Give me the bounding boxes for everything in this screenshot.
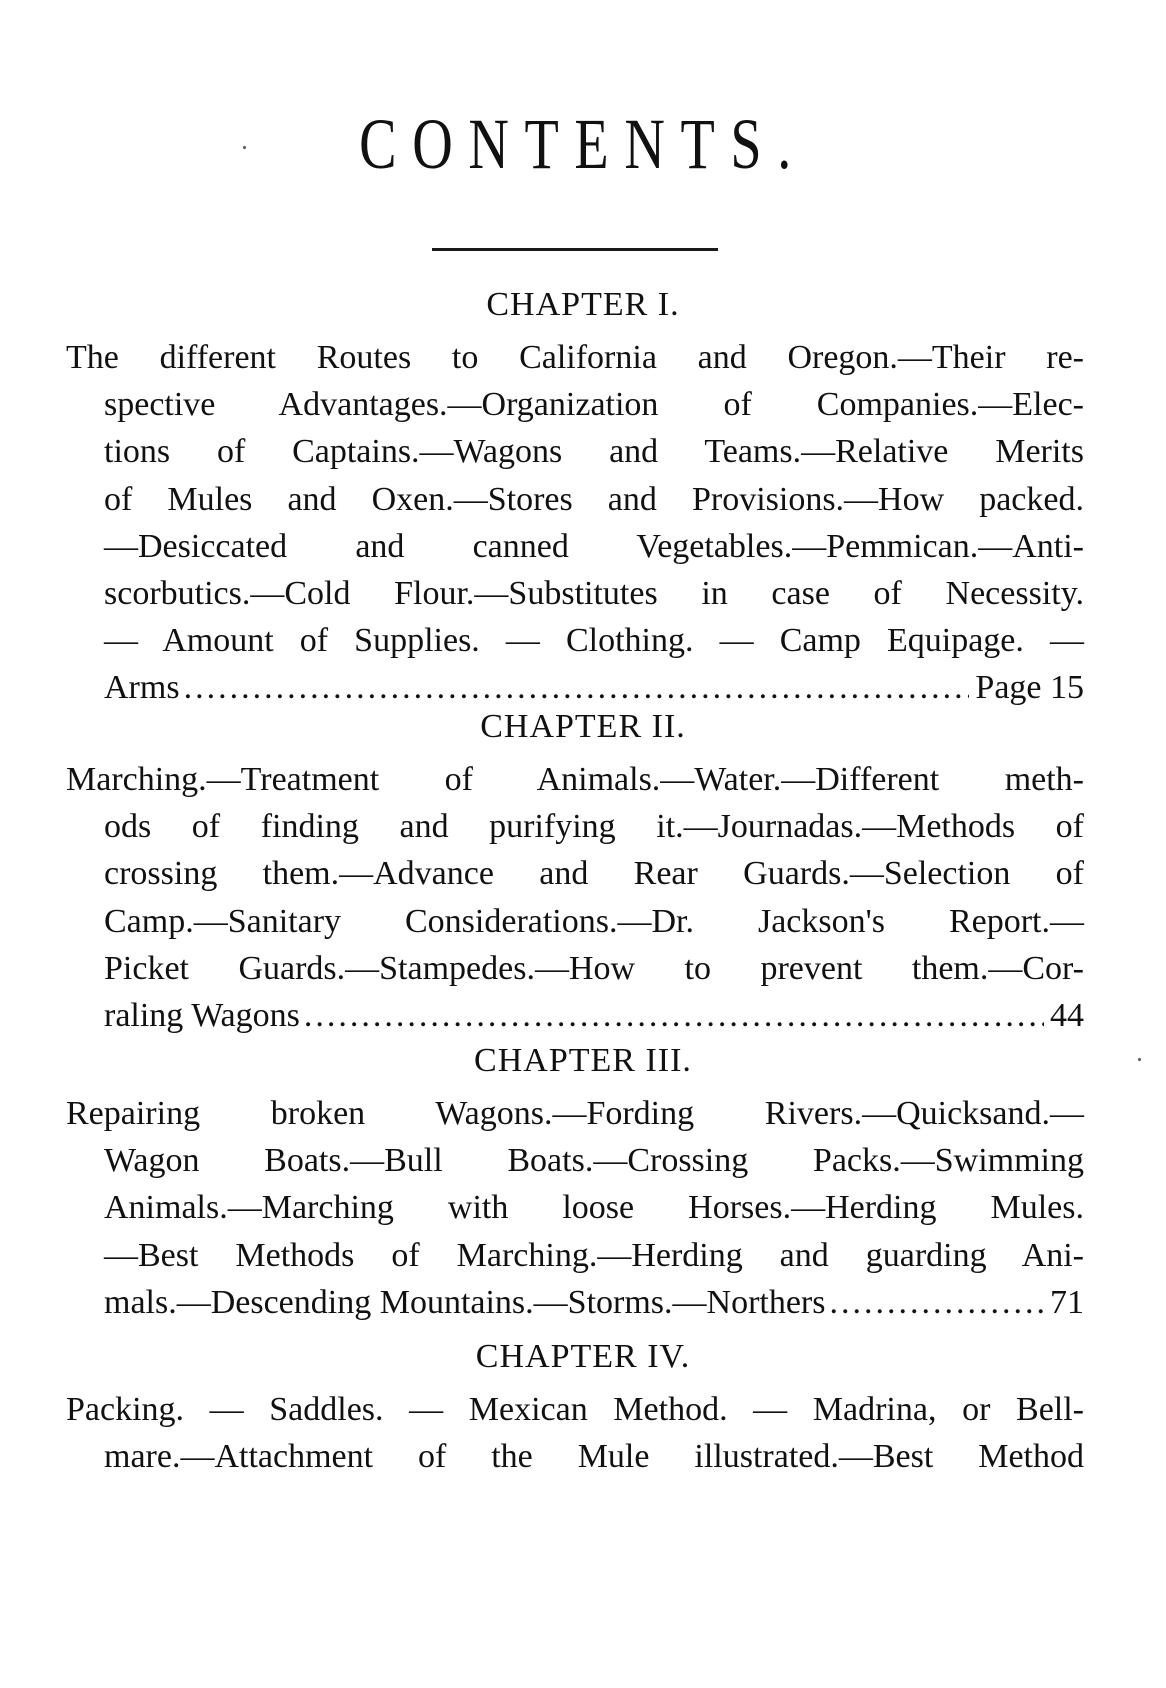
entry-line: tions of Captains.—Wagons and Teams.—Relative Merits (104, 433, 1084, 471)
chapter-heading-1: CHAPTER I. (486, 286, 680, 323)
entry-line: —Desiccated and canned Vegetables.—Pemmican.—Anti- (104, 527, 1084, 565)
entry-line: Packing. — Saddles. — Mexican Method. — Madrina, or Bell- (66, 1391, 1084, 1428)
entry-last-line (104, 992, 1084, 1039)
page-number: 44 (1050, 996, 1084, 1034)
dot-leader (830, 1279, 1045, 1326)
entry-line: The different Routes to California and Oregon.—Their re- (66, 339, 1084, 376)
chapter-entry-4 (66, 1386, 1084, 1480)
entry-line: Wagon Boats.—Bull Boats.—Crossing Packs.—Swimming (104, 1142, 1084, 1180)
entry-line: Animals.—Marching with loose Horses.—Herding Mules. (104, 1189, 1084, 1227)
print-speck (1138, 1058, 1141, 1061)
entry-line: spective Advantages.—Organization of Companies.—Elec- (104, 386, 1084, 424)
chapter-heading-3: CHAPTER III. (474, 1042, 692, 1079)
entry-line: crossing them.—Advance and Rear Guards.—Selection of (104, 855, 1084, 893)
entry-line: scorbutics.—Cold Flour.—Substitutes in case of Necessity. (104, 574, 1084, 612)
print-speck (243, 146, 246, 149)
entry-line: — Amount of Supplies. — Clothing. — Camp Equipage. — (104, 622, 1084, 660)
chapter-entry-2 (66, 756, 1084, 1039)
entry-line: Marching.—Treatment of Animals.—Water.—Different meth- (66, 761, 1084, 798)
entry-line: Repairing broken Wagons.—Fording Rivers.—Quicksand.— (66, 1095, 1084, 1132)
entry-line: Camp.—Sanitary Considerations.—Dr. Jackson's Report.— (104, 902, 1084, 940)
dot-leader (304, 992, 1044, 1039)
entry-line: raling Wagons (104, 996, 300, 1034)
page-number: Page 15 (975, 669, 1084, 707)
entry-last-line (104, 1279, 1084, 1326)
entry-line: mare.—Attachment of the Mule illustrated.—Best Method (104, 1438, 1084, 1476)
page-number: 71 (1050, 1283, 1084, 1321)
entry-line: ods of finding and purifying it.—Journadas.—Methods of (104, 808, 1084, 846)
entry-line: Arms (104, 669, 180, 707)
chapter-heading-4: CHAPTER IV. (475, 1338, 691, 1375)
chapter-entry-1 (66, 334, 1084, 712)
entry-last-line (104, 664, 1084, 711)
entry-line: mals.—Descending Mountains.—Storms.—Northers (104, 1283, 826, 1321)
title-rule (432, 248, 718, 251)
entry-line: of Mules and Oxen.—Stores and Provisions.—How packed. (104, 480, 1084, 518)
page-title: CONTENTS. (359, 104, 807, 184)
chapter-heading-2: CHAPTER II. (480, 708, 686, 745)
entry-line: —Best Methods of Marching.—Herding and guarding Ani- (104, 1236, 1084, 1274)
chapter-entry-3 (66, 1090, 1084, 1326)
entry-line: Picket Guards.—Stampedes.—How to prevent them.—Cor- (104, 949, 1084, 987)
dot-leader (184, 664, 970, 711)
